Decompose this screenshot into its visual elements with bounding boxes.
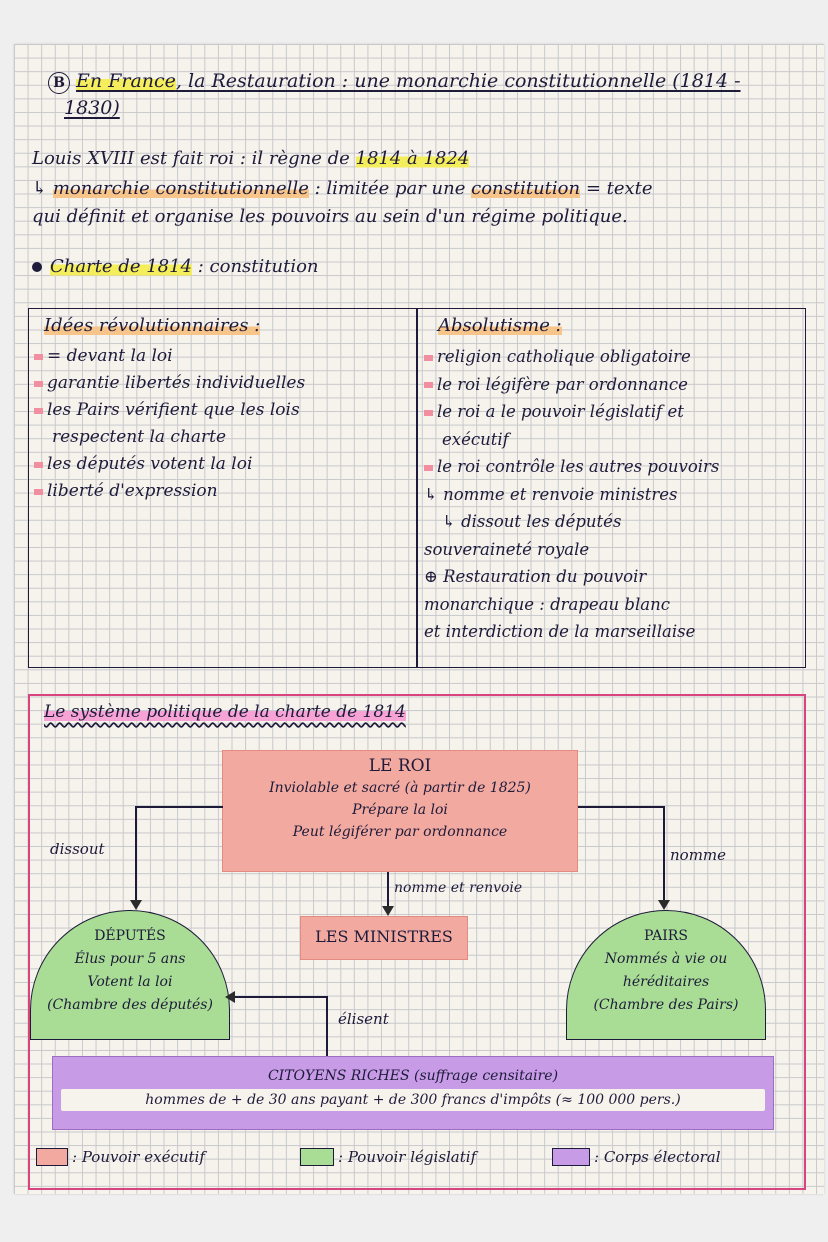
diagram-title (44, 702, 406, 722)
right-column-list (424, 343, 719, 646)
list-item: ↳ nomme et renvoie ministres (424, 484, 678, 504)
deputes-line: Votent la loi (87, 974, 173, 990)
king-line: Inviolable et sacré (à partir de 1825) (269, 780, 531, 796)
list-item: garantie libertés individuelles (34, 370, 305, 397)
legend-swatch (552, 1148, 590, 1166)
connector-line (387, 872, 389, 908)
arrow-left-icon (225, 991, 235, 1003)
legend-swatch (300, 1148, 334, 1166)
left-title-text: Idées révolutionnaires : (44, 315, 261, 336)
deputes-line: Élus pour 5 ans (74, 951, 186, 967)
diagram-title-text: Le système politique de la charte de 1814 (44, 702, 406, 722)
connector-line (135, 806, 137, 902)
label-nomme-renvoie: nomme et renvoie (394, 880, 523, 896)
connector-line (135, 806, 223, 808)
dash-icon (34, 381, 43, 387)
list-item: les députés votent la loi (34, 451, 305, 478)
legend-label: : Corps électoral (594, 1148, 721, 1166)
intro-dates: 1814 à 1824 (355, 148, 470, 169)
ministers-box: LES MINISTRES (300, 916, 468, 960)
citizens-line: hommes de + de 30 ans payant + de 300 francs d'impôts (≈ 100 000 pers.) (61, 1089, 765, 1111)
deputes-line: (Chambre des députés) (47, 997, 213, 1013)
legend-swatch (36, 1148, 68, 1166)
dash-icon (424, 410, 433, 416)
pairs-line: Nommés à vie ou (604, 951, 728, 967)
connector-line (578, 806, 664, 808)
list-item: ↳ dissout les députés (442, 512, 622, 531)
intro-line-3: qui définit et organise les pouvoirs au sein d'un régime politique. (32, 206, 628, 227)
dash-icon (424, 382, 433, 388)
charte-rest: : constitution (192, 256, 319, 277)
legend-label: : Pouvoir législatif (338, 1148, 477, 1166)
intro-line-2 (32, 178, 653, 199)
charte-line (32, 256, 319, 277)
left-column-list (34, 343, 305, 505)
section-title-line2: 1830) (64, 97, 120, 119)
right-column-title (438, 315, 562, 336)
connector-line (663, 806, 665, 902)
label-dissout: dissout (50, 840, 105, 858)
list-item: ⊕ Restauration du pouvoir (424, 567, 647, 586)
list-item: les Pairs vérifient que les lois (34, 397, 305, 424)
list-item: et interdiction de la marseillaise (424, 622, 696, 641)
section-title-rest: , la Restauration : une monarchie constitutionnelle (1814 - (175, 70, 741, 92)
right-title-text: Absolutisme : (438, 315, 562, 336)
section-title-country: En France (76, 70, 176, 92)
list-item: le roi légifère par ordonnance (424, 371, 719, 399)
list-item: le roi contrôle les autres pouvoirs (424, 453, 719, 481)
legend-item-legislative (300, 1148, 476, 1166)
list-item: religion catholique obligatoire (424, 343, 719, 371)
pairs-chamber (566, 910, 766, 1040)
connector-line (234, 996, 327, 998)
charte-title: Charte de 1814 (50, 256, 193, 277)
dash-icon (424, 465, 433, 471)
dash-icon (34, 354, 43, 360)
pairs-line: (Chambre des Pairs) (593, 997, 739, 1013)
list-item: monarchique : drapeau blanc (424, 594, 670, 614)
connector-line (326, 996, 328, 1056)
deputes-chamber (30, 910, 230, 1040)
list-item: le roi a le pouvoir législatif et (424, 398, 719, 426)
arrow-icon: ↳ (32, 178, 53, 199)
dash-icon (34, 408, 43, 414)
pairs-line: héréditaires (622, 974, 710, 990)
label-nomme: nomme (670, 846, 727, 864)
king-line: Prépare la loi (352, 802, 448, 818)
section-heading (48, 70, 741, 94)
intro-text: Louis XVIII est fait roi : il règne de (32, 148, 356, 169)
dash-icon (424, 355, 433, 361)
bullet-icon (32, 262, 42, 272)
deputes-title: DÉPUTÉS (94, 928, 166, 944)
king-line: Peut légiférer par ordonnance (292, 824, 508, 840)
intro-text: = texte (580, 178, 653, 199)
list-item: = devant la loi (34, 343, 305, 370)
intro-line-1 (32, 148, 469, 169)
left-column-title (44, 315, 260, 336)
term-constitution: constitution (471, 178, 581, 199)
dash-icon (34, 462, 43, 468)
arrow-down-icon (130, 900, 142, 910)
dash-icon (34, 489, 43, 495)
citizens-title: CITOYENS RICHES (suffrage censitaire) (267, 1068, 559, 1084)
arrow-down-icon (382, 906, 394, 916)
term-monarchie: monarchie constitutionnelle (52, 178, 309, 199)
table-divider (416, 308, 418, 668)
list-item: souveraineté royale (424, 539, 590, 559)
pairs-title: PAIRS (644, 928, 688, 944)
label-elisent: élisent (338, 1010, 389, 1028)
list-item: exécutif (442, 429, 509, 449)
king-title: LE ROI (368, 756, 432, 776)
king-box (222, 750, 578, 872)
legend-item-executive (36, 1148, 205, 1166)
citizens-box (52, 1056, 774, 1130)
section-marker: B (48, 72, 70, 94)
legend-item-electoral (552, 1148, 721, 1166)
intro-text: : limitée par une (308, 178, 472, 199)
list-item: respectent la charte (52, 427, 227, 447)
list-item: liberté d'expression (34, 478, 305, 505)
legend-label: : Pouvoir exécutif (72, 1148, 205, 1166)
arrow-down-icon (658, 900, 670, 910)
